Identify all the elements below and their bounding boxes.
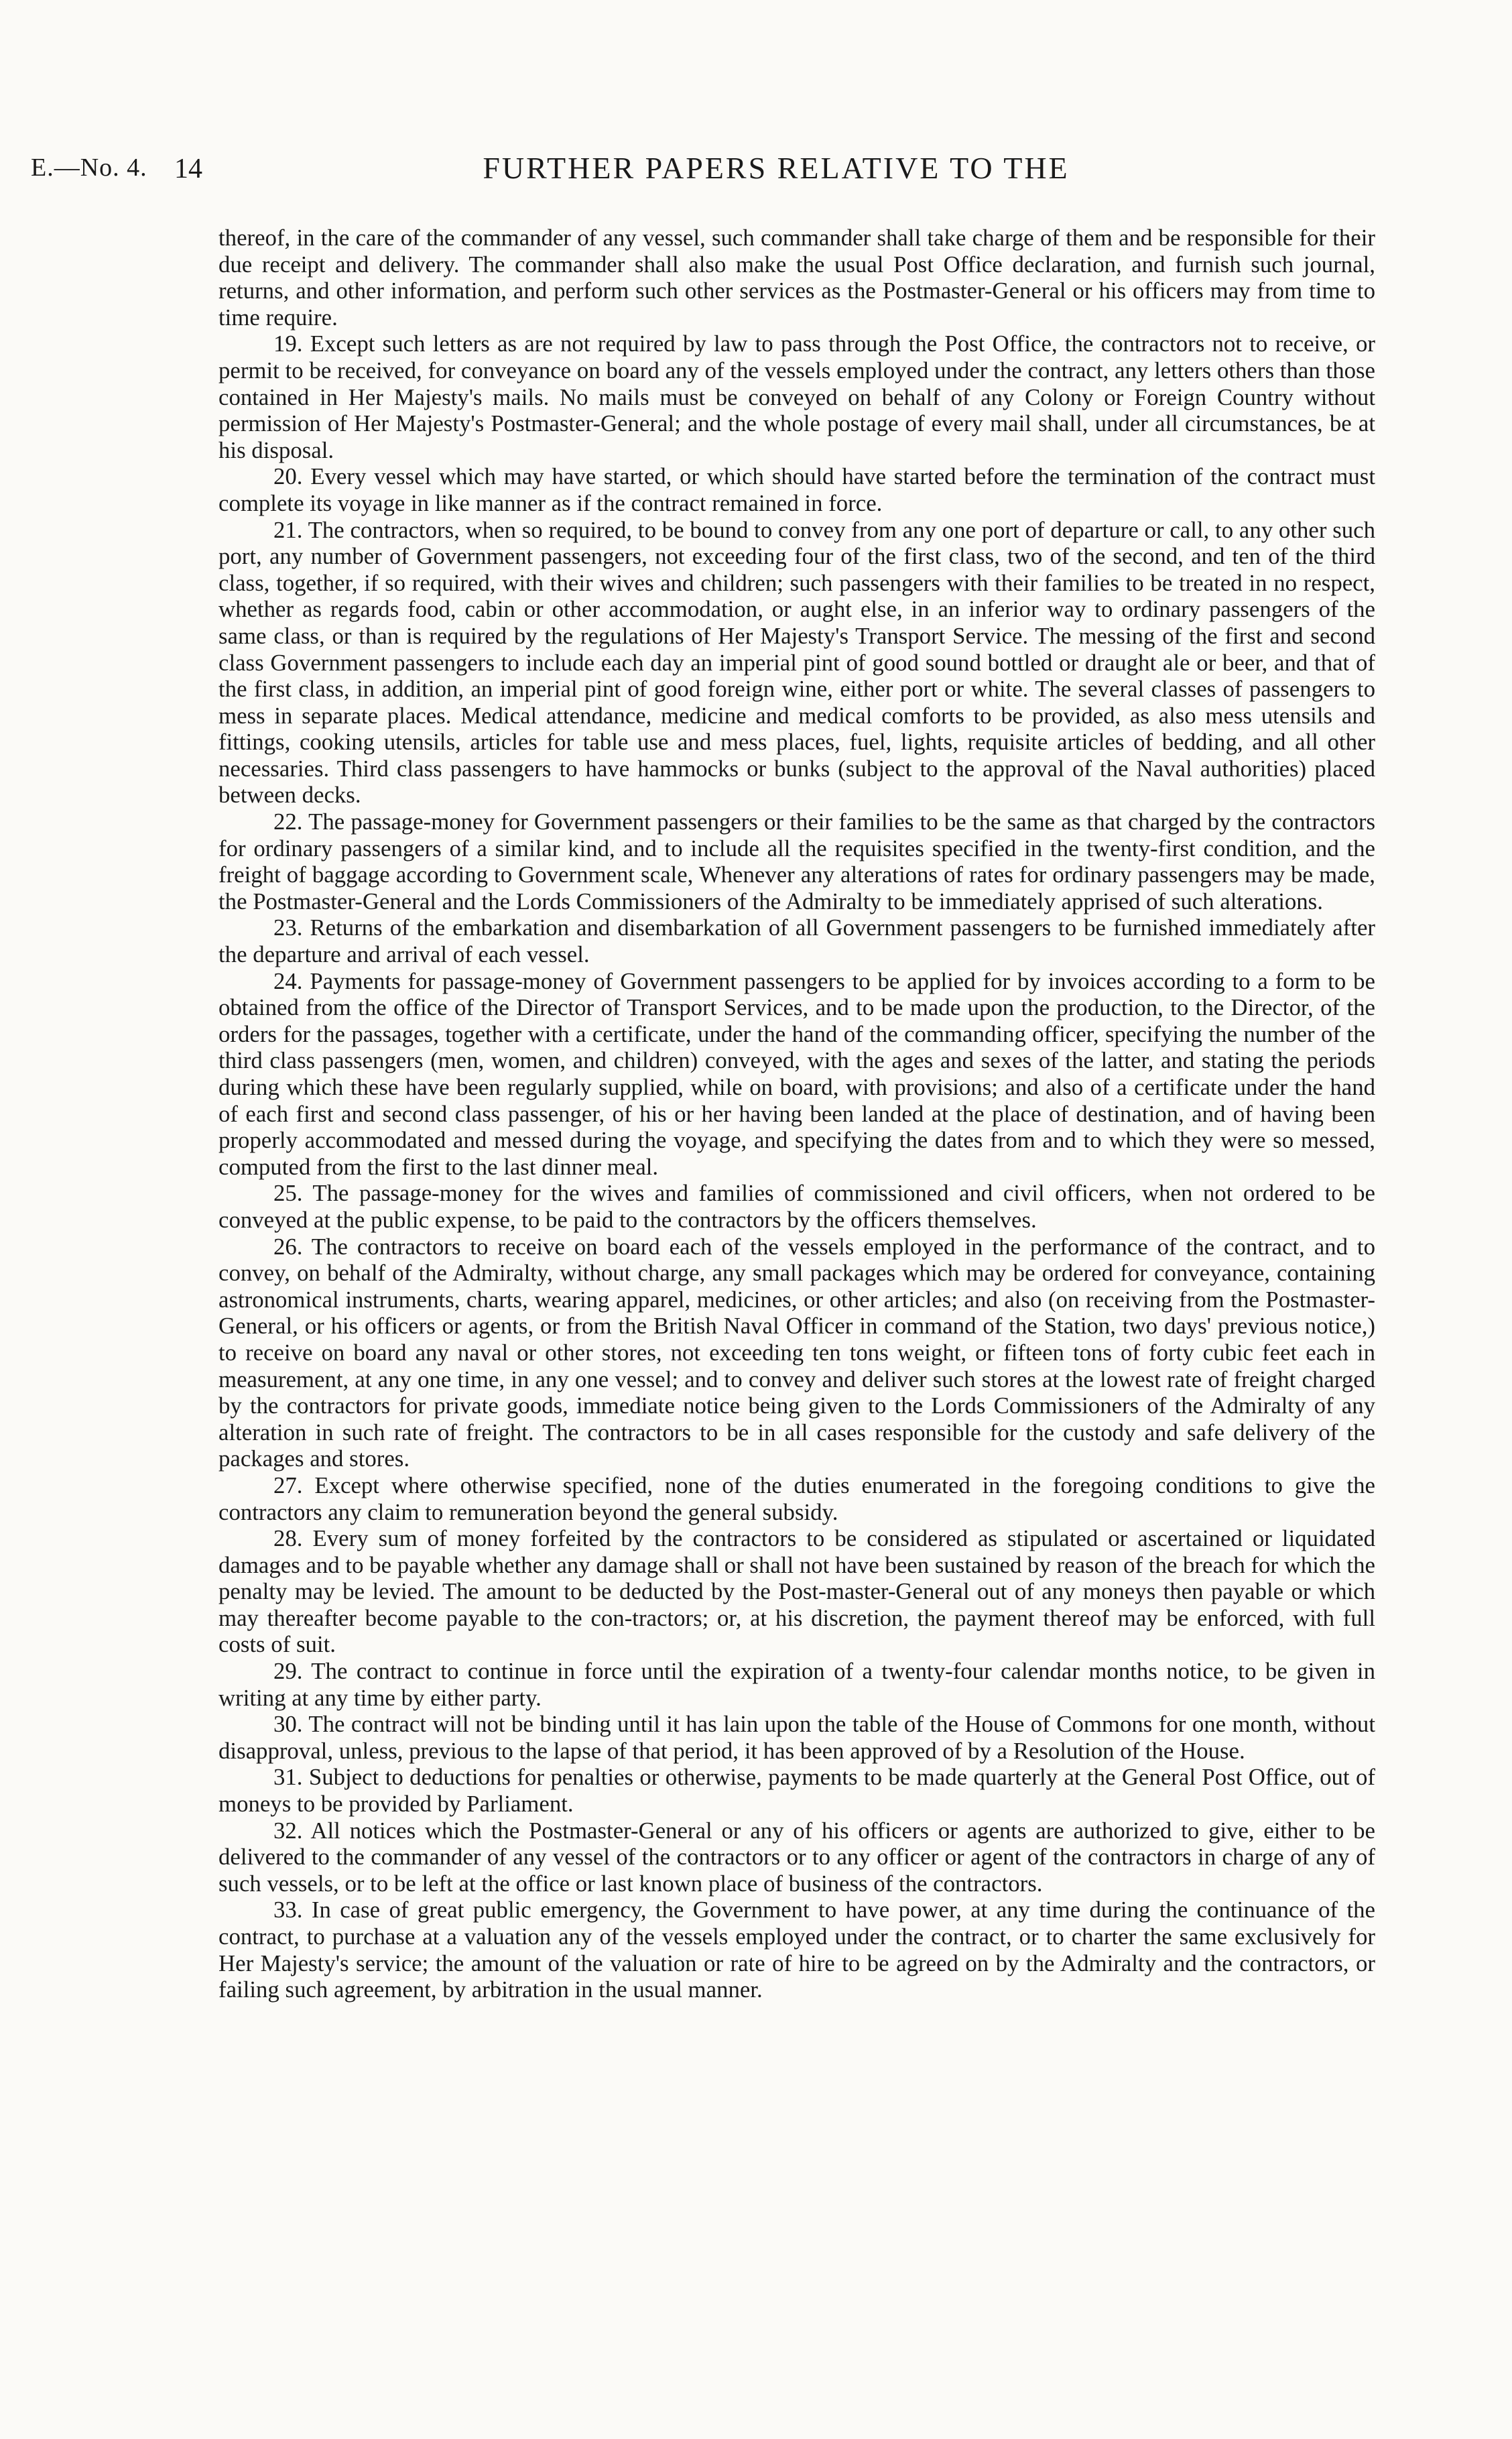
clause-31: 31. Subject to deductions for penalties or otherwise, payments to be made quarterly at the General Post Office, out of moneys to be provided by Parliament.	[218, 1764, 1375, 1818]
clause-22: 22. The passage-money for Government passengers or their families to be the same as that charged by the contractors for ordinary passengers of a similar kind, and to include all the requisites specified in the twenty-first condition, and the freight of baggage according to Government scale, Whenever any alterations of rates for ordinary passengers may be made, the Postmaster-General and the Lords Commissioners of the Admiralty to be immediately apprised of such alterations.	[218, 809, 1375, 914]
document-body	[218, 225, 1375, 2003]
clause-21: 21. The contractors, when so required, to be bound to convey from any one port of departure or call, to any other such port, any number of Government passengers, not exceeding four of the first class, two of the second, and ten of the third class, together, if so required, with their wives and children; such passengers with their families to be treated in no respect, whether as regards food, cabin or other accommodation, or aught else, in an inferior way to ordinary passengers of the same class, or than is required by the regulations of Her Majesty's Transport Service. The messing of the first and second class Government passengers to include each day an imperial pint of good sound bottled or draught ale or beer, and that of the first class, in addition, an imperial pint of good foreign wine, either port or white. The several classes of passengers to mess in separate places. Medical attendance, medicine and medical comforts to be provided, as also mess utensils and fittings, cooking utensils, articles for table use and mess places, fuel, lights, requisite articles of bedding, and all other necessaries. Third class passengers to have hammocks or bunks (subject to the approval of the Naval authorities) placed between decks.	[218, 516, 1375, 809]
clause-33: 33. In case of great public emergency, the Government to have power, at any time during the continuance of the contract, to purchase at a valuation any of the vessels employed under the contract, or to charter the same exclusively for Her Majesty's service; the amount of the valuation or rate of hire to be agreed on by the Admiralty and the contractors, or failing such agreement, by arbitration in the usual manner.	[218, 1897, 1375, 2003]
page-header	[0, 153, 1512, 193]
clause-28: 28. Every sum of money forfeited by the contractors to be considered as stipulated or ascertained or liquidated damages and to be payable whether any damage shall or shall not have been sustained by reason of the breach for which the penalty may be levied. The amount to be deducted by the Post-master-General out of any moneys then payable or which may thereafter become payable to the con-tractors; or, at his discretion, the payment thereof may be enforced, with full costs of suit.	[218, 1525, 1375, 1658]
clause-26: 26. The contractors to receive on board each of the vessels employed in the performance of the contract, and to convey, on behalf of the Admiralty, without charge, any small packages which may be ordered for conveyance, containing astronomical instruments, charts, wearing apparel, medicines, or other articles; and also (on receiving from the Postmaster-General, or his officers or agents, or from the British Naval Officer in command of the Station, two days' previous notice,) to receive on board any naval or other stores, not exceeding ten tons weight, or fifteen tons of forty cubic feet each in measurement, at any one time, in any one vessel; and to convey and deliver such stores at the lowest rate of freight charged by the contractors for private goods, immediate notice being given to the Lords Commissioners of the Admiralty of any alteration in such rate of freight. The contractors to be in all cases responsible for the custody and safe delivery of the packages and stores.	[218, 1233, 1375, 1472]
clause-20: 20. Every vessel which may have started, or which should have started before the termination of the contract must complete its voyage in like manner as if the contract remained in force.	[218, 463, 1375, 516]
clause-29: 29. The contract to continue in force until the expiration of a twenty-four calendar months notice, to be given in writing at any time by either party.	[218, 1658, 1375, 1711]
series-number: E.—No. 4.	[31, 154, 147, 182]
paragraph-continuation: thereof, in the care of the commander of any vessel, such commander shall take charge of them and be responsible for their due receipt and delivery. The commander shall also make the usual Post Office declaration, and furnish such journal, returns, and other information, and perform such other services as the Postmaster-General or his officers may from time to time require.	[218, 225, 1375, 331]
clause-30: 30. The contract will not be binding until it has lain upon the table of the House of Commons for one month, without disapproval, unless, previous to the lapse of that period, it has been approved of by a Resolution of the House.	[218, 1711, 1375, 1764]
clause-23: 23. Returns of the embarkation and disembarkation of all Government passengers to be furnished immediately after the departure and arrival of each vessel.	[218, 914, 1375, 968]
clause-27: 27. Except where otherwise specified, none of the duties enumerated in the foregoing conditions to give the contractors any claim to remuneration beyond the general subsidy.	[218, 1472, 1375, 1525]
page-number: 14	[174, 154, 202, 184]
clause-24: 24. Payments for passage-money of Government passengers to be applied for by invoices according to a form to be obtained from the office of the Director of Transport Services, and to be made upon the production, to the Director, of the orders for the passages, together with a certificate, under the hand of the commanding officer, specifying the number of the third class passengers (men, women, and children) conveyed, with the ages and sexes of the latter, and stating the periods during which these have been regularly supplied, while on board, with provisions; and also of a certificate under the hand of each first and second class passenger, of his or her having been landed at the place of destination, and of having been properly accommodated and messed during the voyage, and specifying the dates from and to which they were so messed, computed from the first to the last dinner meal.	[218, 967, 1375, 1180]
clause-25: 25. The passage-money for the wives and families of commissioned and civil officers, when not ordered to be conveyed at the public expense, to be paid to the contractors by the officers themselves.	[218, 1180, 1375, 1233]
clause-32: 32. All notices which the Postmaster-General or any of his officers or agents are authorized to give, either to be delivered to the commander of any vessel of the contractors or to any officer or agent of the contractors in charge of any of such vessels, or to be left at the office or last known place of business of the contractors.	[218, 1817, 1375, 1897]
clause-19: 19. Except such letters as are not required by law to pass through the Post Office, the contractors not to receive, or permit to be received, for conveyance on board any of the vessels employed under the contract, any letters others than those contained in Her Majesty's mails. No mails must be conveyed on behalf of any Colony or Foreign Country without permission of Her Majesty's Postmaster-General; and the whole postage of every mail shall, under all circumstances, be at his disposal.	[218, 331, 1375, 463]
running-title: FURTHER PAPERS RELATIVE TO THE	[483, 151, 1070, 185]
